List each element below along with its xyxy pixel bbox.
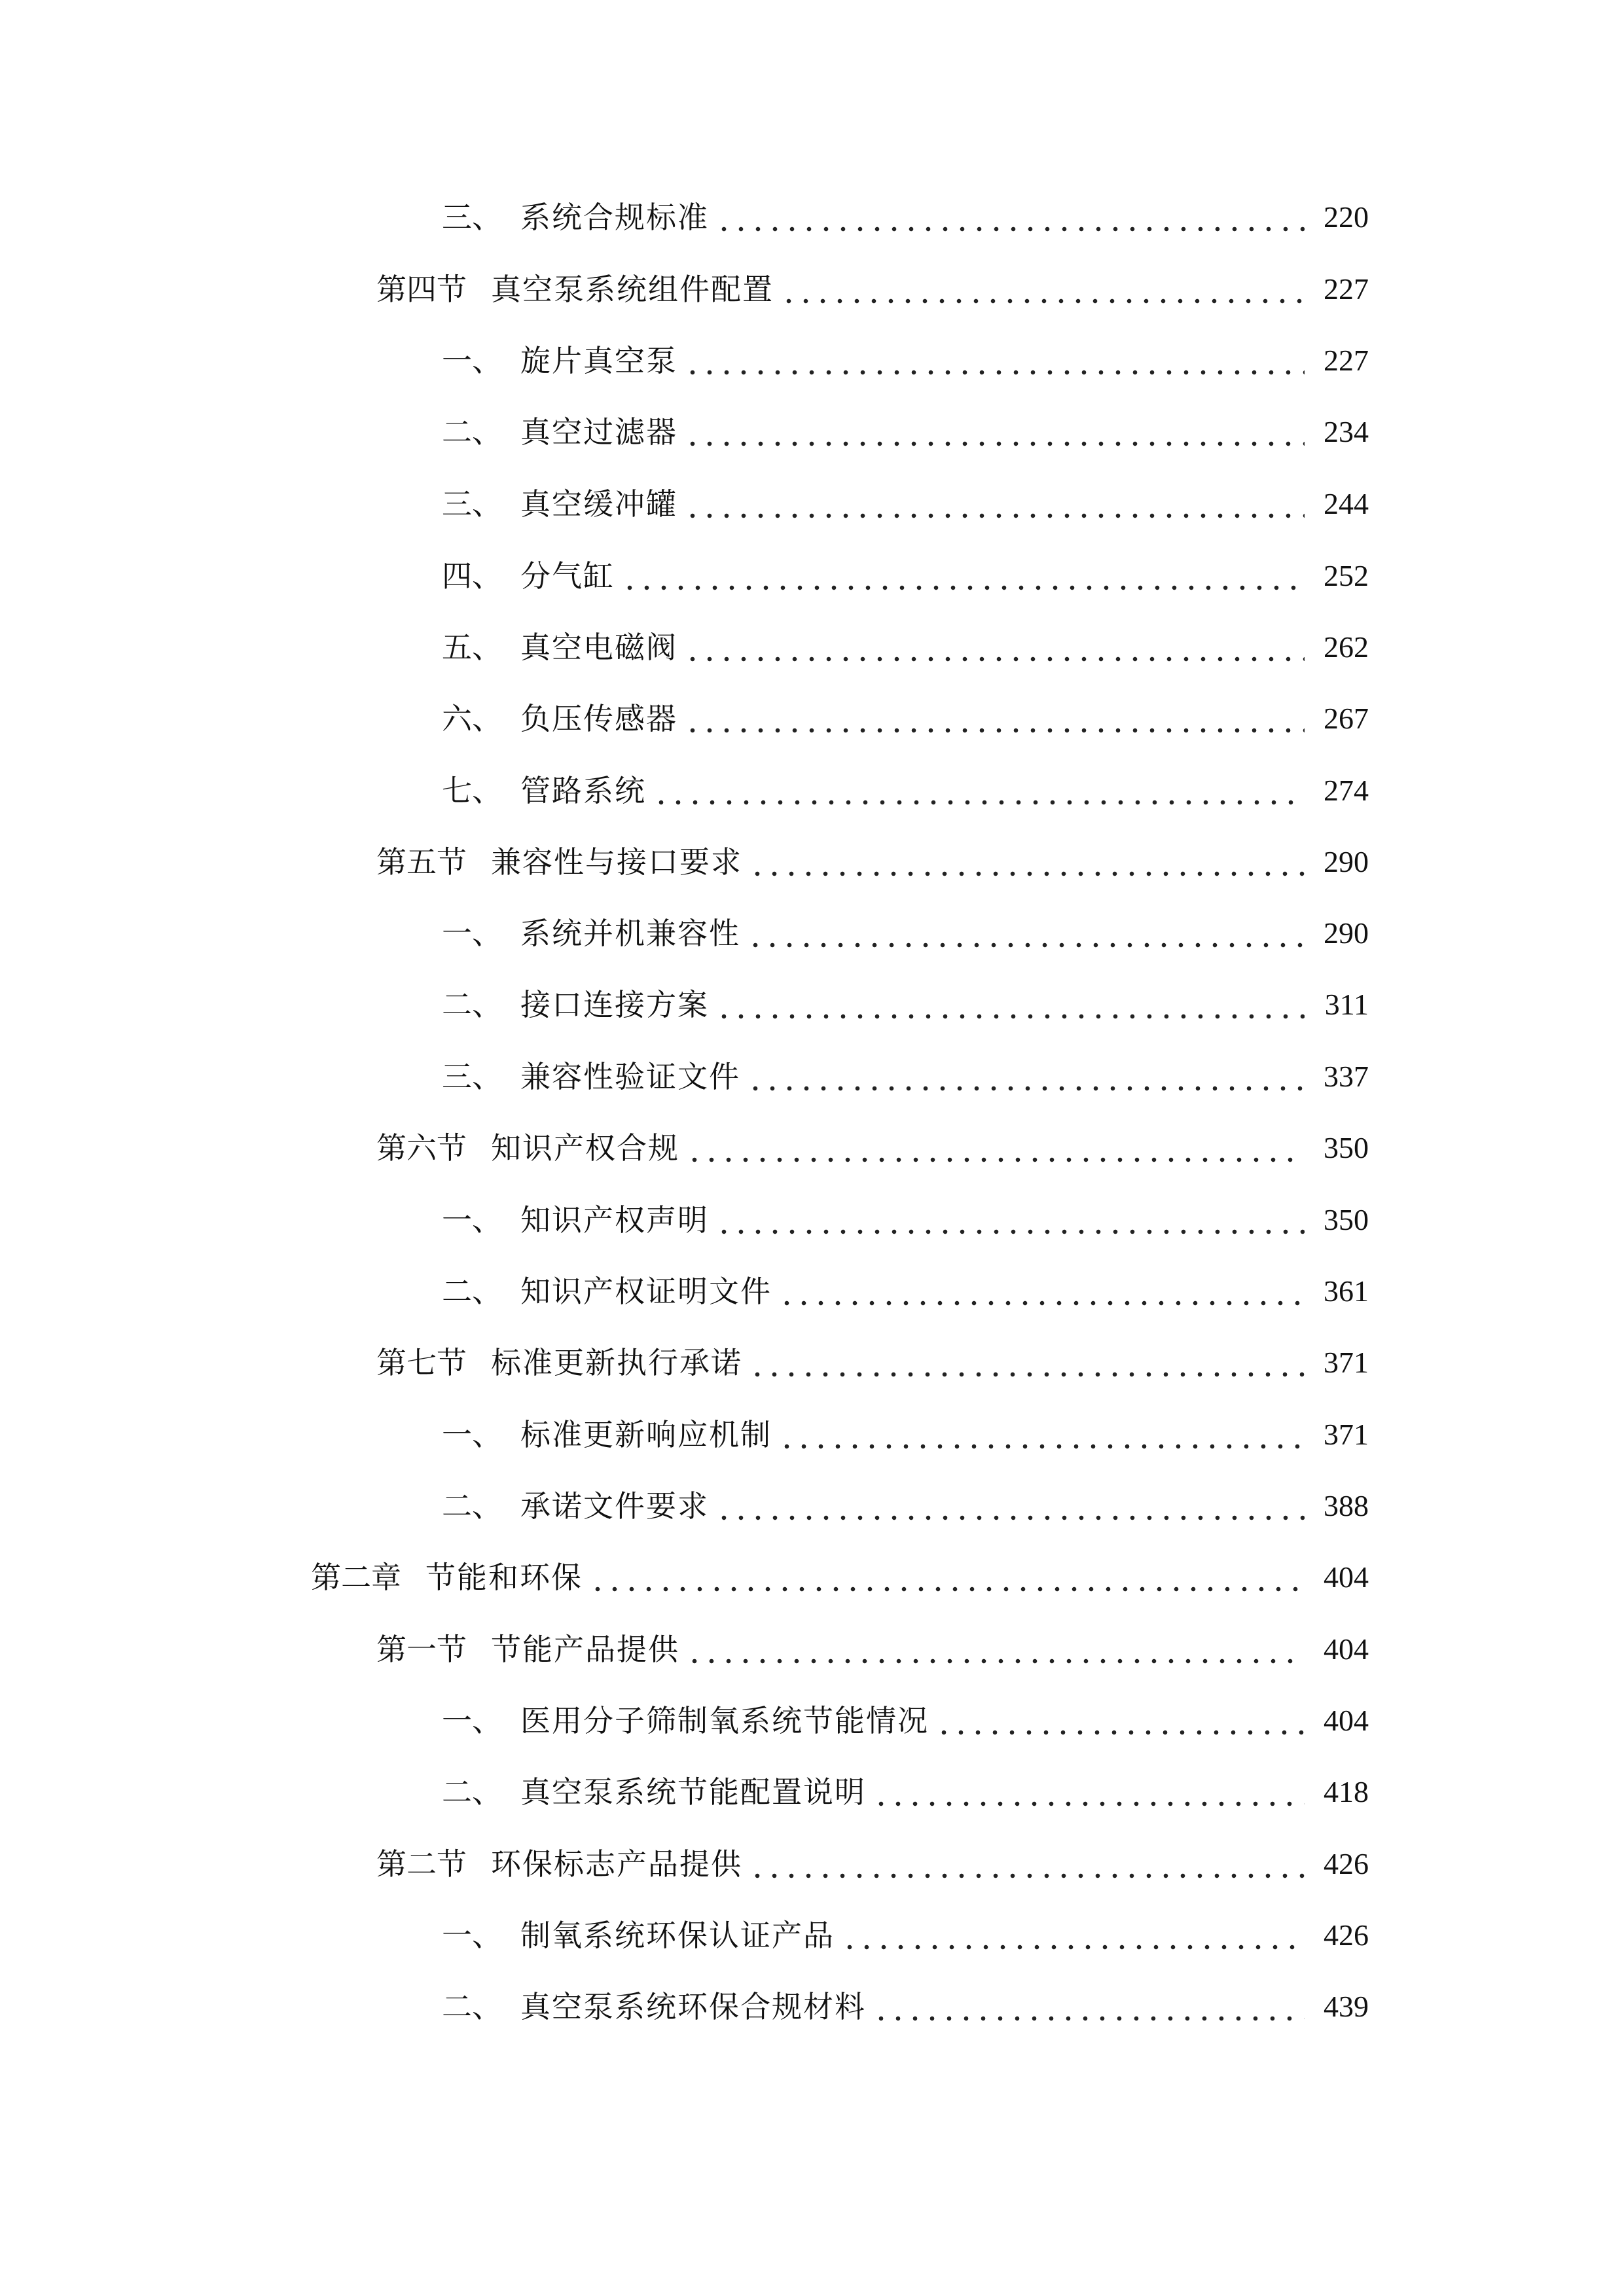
- dot-leader: [621, 550, 1305, 602]
- page-number: 337: [1324, 1060, 1369, 1093]
- page-number: 439: [1324, 1990, 1369, 2023]
- entry-title: 医用分子筛制氧系统节能情况: [520, 1703, 929, 1738]
- page-number: 404: [1324, 1560, 1369, 1594]
- page-number: 220: [1324, 200, 1369, 234]
- toc-entry[interactable]: [376, 836, 1624, 888]
- entry-title: 兼容性与接口要求: [491, 844, 742, 880]
- toc-entry[interactable]: [442, 334, 1624, 387]
- entry-title: 标准更新响应机制: [520, 1417, 772, 1452]
- entry-title: 真空泵系统组件配置: [491, 272, 774, 307]
- toc-entry[interactable]: [442, 550, 1624, 602]
- entry-number: 一、: [442, 1703, 502, 1738]
- page-number: 426: [1324, 1847, 1369, 1880]
- page-number: 252: [1324, 559, 1369, 592]
- entry-title: 知识产权声明: [520, 1202, 709, 1238]
- entry-title: 分气缸: [520, 558, 615, 594]
- toc-entry[interactable]: [442, 1695, 1624, 1747]
- toc-entry[interactable]: [442, 1265, 1624, 1318]
- entry-title: 承诺文件要求: [520, 1488, 709, 1524]
- dot-leader: [747, 907, 1305, 960]
- toc-entry[interactable]: [376, 1838, 1624, 1890]
- page-number: 361: [1324, 1274, 1369, 1308]
- dot-leader: [747, 1050, 1305, 1103]
- page-number: 244: [1324, 487, 1369, 520]
- entry-number: 六、: [442, 701, 502, 736]
- dot-leader: [749, 1336, 1305, 1389]
- dot-leader: [684, 478, 1305, 530]
- entry-number: 第二节: [376, 1846, 467, 1882]
- page-number: 290: [1324, 916, 1369, 950]
- page-number: 290: [1324, 845, 1369, 878]
- toc-entry[interactable]: [376, 263, 1624, 315]
- toc-entry[interactable]: [442, 406, 1624, 458]
- entry-title: 真空电磁阀: [520, 630, 677, 665]
- dot-leader: [935, 1695, 1305, 1747]
- toc-entry[interactable]: [442, 764, 1624, 817]
- page-number: 234: [1324, 415, 1369, 448]
- dot-leader: [778, 1265, 1305, 1318]
- entry-title: 节能产品提供: [491, 1632, 679, 1667]
- entry-title: 标准更新执行承诺: [491, 1345, 742, 1380]
- entry-number: 一、: [442, 1202, 502, 1238]
- toc-entry[interactable]: [442, 978, 1624, 1031]
- toc-entry[interactable]: [442, 1050, 1624, 1103]
- entry-number: 一、: [442, 916, 502, 951]
- toc-entry[interactable]: [442, 191, 1624, 243]
- entry-number: 四、: [442, 558, 502, 594]
- dot-leader: [749, 1838, 1305, 1890]
- dot-leader: [873, 1981, 1305, 2033]
- entry-title: 接口连接方案: [520, 987, 709, 1022]
- entry-number: 第七节: [376, 1345, 467, 1380]
- dot-leader: [653, 764, 1305, 817]
- entry-number: 二、: [442, 1488, 502, 1524]
- entry-title: 真空缓冲罐: [520, 486, 677, 522]
- dot-leader: [841, 1909, 1305, 1962]
- toc-entry[interactable]: [376, 1336, 1624, 1389]
- toc-entry[interactable]: [442, 692, 1624, 745]
- entry-title: 兼容性验证文件: [520, 1059, 740, 1094]
- toc-entry[interactable]: [442, 1766, 1624, 1818]
- entry-title: 知识产权合规: [491, 1130, 679, 1166]
- entry-title: 旋片真空泵: [520, 343, 677, 378]
- dot-leader: [684, 406, 1305, 458]
- page-number: 262: [1324, 630, 1369, 664]
- entry-number: 二、: [442, 987, 502, 1022]
- dot-leader: [780, 263, 1305, 315]
- entry-title: 节能和环保: [425, 1560, 583, 1595]
- dot-leader: [686, 1623, 1305, 1676]
- page-number: 311: [1324, 988, 1369, 1021]
- dot-leader: [749, 836, 1305, 888]
- entry-number: 第四节: [376, 272, 467, 307]
- page-number: 227: [1324, 272, 1369, 306]
- page-number: 404: [1324, 1632, 1369, 1666]
- dot-leader: [684, 621, 1305, 673]
- page-number: 404: [1324, 1704, 1369, 1737]
- entry-number: 二、: [442, 414, 502, 450]
- dot-leader: [686, 1122, 1305, 1174]
- page-number: 274: [1324, 774, 1369, 807]
- entry-title: 真空泵系统环保合规材料: [520, 1989, 866, 2024]
- toc-entry[interactable]: [376, 1122, 1624, 1174]
- entry-number: 七、: [442, 773, 502, 808]
- entry-title: 系统合规标准: [520, 200, 709, 235]
- toc-entry[interactable]: [442, 907, 1624, 960]
- entry-number: 一、: [442, 1918, 502, 1953]
- entry-title: 制氧系统环保认证产品: [520, 1918, 835, 1953]
- dot-leader: [778, 1408, 1305, 1461]
- page-number: 426: [1324, 1918, 1369, 1952]
- toc-entry[interactable]: [376, 1623, 1624, 1676]
- dot-leader: [873, 1766, 1305, 1818]
- entry-title: 真空泵系统节能配置说明: [520, 1774, 866, 1810]
- entry-number: 五、: [442, 630, 502, 665]
- page-number: 350: [1324, 1131, 1369, 1164]
- entry-title: 知识产权证明文件: [520, 1274, 772, 1309]
- entry-number: 第六节: [376, 1130, 467, 1166]
- dot-leader: [589, 1551, 1305, 1604]
- entry-title: 环保标志产品提供: [491, 1846, 742, 1882]
- entry-number: 第一节: [376, 1632, 467, 1667]
- page-number: 227: [1324, 344, 1369, 377]
- entry-number: 三、: [442, 1059, 502, 1094]
- toc-entry[interactable]: [311, 1551, 1624, 1604]
- entry-number: 一、: [442, 1417, 502, 1452]
- page-number: 371: [1324, 1346, 1369, 1379]
- entry-number: 二、: [442, 1774, 502, 1810]
- toc-entry[interactable]: [442, 1194, 1624, 1246]
- page-number: 388: [1324, 1489, 1369, 1522]
- toc-entry[interactable]: [442, 1480, 1624, 1532]
- dot-leader: [715, 1194, 1305, 1246]
- entry-title: 负压传感器: [520, 701, 677, 736]
- entry-title: 系统并机兼容性: [520, 916, 740, 951]
- entry-number: 三、: [442, 486, 502, 522]
- page-number: 267: [1324, 702, 1369, 735]
- toc-entry[interactable]: [442, 621, 1624, 673]
- toc-entry[interactable]: [442, 1408, 1624, 1461]
- page-number: 418: [1324, 1775, 1369, 1808]
- page-number: 371: [1324, 1418, 1369, 1451]
- entry-number: 三、: [442, 200, 502, 235]
- entry-number: 二、: [442, 1274, 502, 1309]
- dot-leader: [715, 978, 1305, 1031]
- toc-entry[interactable]: [442, 1981, 1624, 2033]
- toc-entry[interactable]: [442, 478, 1624, 530]
- entry-title: 管路系统: [520, 773, 646, 808]
- dot-leader: [715, 191, 1305, 243]
- entry-title: 真空过滤器: [520, 414, 677, 450]
- dot-leader: [715, 1480, 1305, 1532]
- entry-number: 第五节: [376, 844, 467, 880]
- toc-entry[interactable]: [442, 1909, 1624, 1962]
- page-number: 350: [1324, 1203, 1369, 1236]
- entry-number: 二、: [442, 1989, 502, 2024]
- entry-number: 一、: [442, 343, 502, 378]
- dot-leader: [684, 692, 1305, 745]
- entry-number: 第二章: [311, 1560, 401, 1595]
- dot-leader: [684, 334, 1305, 387]
